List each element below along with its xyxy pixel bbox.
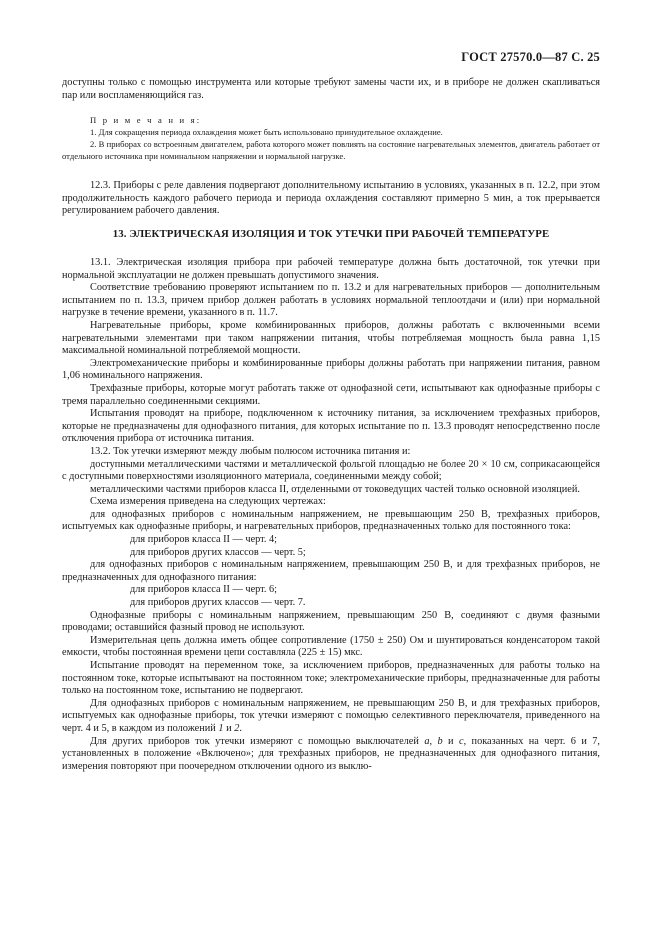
paragraph: для однофазных приборов с номинальным напряжением, превышающим 250 В, и для трехфазных приборов, не предназначенных для однофазного питания: <box>62 559 600 583</box>
switch-b-label: b <box>437 735 443 747</box>
notes-block <box>62 114 600 162</box>
paragraph: Соответствие требованию проверяют испытанием по п. 13.2 и для нагревательных приборов — дополнительным испытанием по п. 13.3, причем прибор должен работать в условиях нормальной теплоотдачи и (или) при нормальной нагрузке в течение времени, указанного в п. 11.7. <box>62 282 600 319</box>
paragraph: 13.1. Электрическая изоляция прибора при рабочей температуре должна быть достаточной, ток утечки при нормальной эксплуатации не должен превышать допустимого значения. <box>62 257 600 281</box>
paragraph: для однофазных приборов с номинальным напряжением, не превышающим 250 В, трехфазных приборов, испытуемых как однофазные приборы, и нагревательных приборов, предназначенных только для постоянного тока: <box>62 508 600 533</box>
intro-block <box>62 77 600 102</box>
page-header: ГОСТ 27570.0—87 С. 25 <box>461 50 600 64</box>
position-1-label: 1 <box>218 722 224 734</box>
paragraph: Нагревательные приборы, кроме комбинированных приборов, должны работать с включенными всеми нагревательными элементами при таком напряжении питания, чтобы потребляемая мощность была равна 1,15 максимальной номинальной потребляемой мощности. <box>62 319 600 357</box>
note-item: 1. Для сокращения периода охлаждения может быть использовано принудительное охлаждение. <box>90 127 443 137</box>
text-span: . <box>239 722 242 734</box>
paragraph: Испытание проводят на переменном токе, за исключением приборов, предназначенных для работы только на постоянном токе, которые испытывают на постоянном токе; электромеханические приборы, предназначенные для работы только на постоянном токе, испытанию не подвергают. <box>62 660 600 697</box>
note-item: 2. В приборах со встроенным двигателем, работа которого может повлиять на состояние нагревательных элементов, двигатель работает от отдельного источника при номинальном напряжении и нормальной нагрузке. <box>62 139 600 161</box>
paragraph: Измерительная цепь должна иметь общее сопротивление (1750 ± 250) Ом и шунтироваться конденсатором такой емкости, чтобы постоянная времени цепи составляла (225 ± 15) мкс. <box>62 634 600 659</box>
text-span: Для однофазных приборов с номинальным напряжением, не превышающим 250 В, и для трехфазных приборов, испытуемых как однофазные приборы, ток утечки измеряют с помощью селективного переключателя, приведенного на черт. 4 и 5, в каждом из положений <box>62 697 600 734</box>
clause-12-3 <box>62 180 600 218</box>
paragraph: доступными металлическими частями и металлической фольгой площадью не более 20 × 10 см, соприкасающейся с доступными поверхностями изоляционного материала, соединенными между собой; <box>62 458 600 483</box>
list-item: для приборов других классов — черт. 5; <box>130 546 306 558</box>
list-item: для приборов других классов — черт. 7. <box>130 597 306 609</box>
paragraph: Электромеханические приборы и комбинированные приборы должны работать при напряжении питания, равном 1,06 номинального напряжения. <box>62 357 600 382</box>
section-13-body <box>62 257 600 773</box>
section-13-heading-block <box>62 228 600 240</box>
text-span: , показанных на черт. 6 и 7, установленных в положение «Включено»; для трехфазных приборов, не предназначенных для однофазного питания, измерения повторяют при поочередном отключении одного из выклю- <box>62 735 600 772</box>
text-span: , <box>429 735 438 747</box>
section-heading: 13. ЭЛЕКТРИЧЕСКАЯ ИЗОЛЯЦИЯ И ТОК УТЕЧКИ ПРИ РАБОЧЕЙ ТЕМПЕРАТУРЕ <box>112 228 550 240</box>
paragraph: Трехфазные приборы, которые могут работать также от однофазной сети, испытывают как однофазные приборы с тремя параллельно соединенными секциями. <box>62 382 600 407</box>
notes-title: П р и м е ч а н и я: <box>90 115 202 125</box>
paragraph: Испытания проводят на приборе, подключенном к источнику питания, за исключением трехфазных приборов, которые не предназначены для однофазного питания, для которых испытание по п. 13.3 проводят непосредственно после отключения прибора от источника питания. <box>62 408 600 445</box>
paragraph-12-3: 12.3. Приборы с реле давления подвергают дополнительному испытанию в условиях, указанных в п. 12.2, при этом продолжительность каждого рабочего периода и периода охлаждения составляют примерно 5 мин, а ток прерывается регулированием рабочего давления. <box>62 180 600 217</box>
position-2-label: 2 <box>234 722 240 734</box>
paragraph: металлическими частями приборов класса II, отделенными от токоведущих частей только основной изоляцией. <box>90 483 580 495</box>
list-item: для приборов класса II — черт. 4; <box>130 534 278 546</box>
text-span: и <box>442 735 459 747</box>
paragraph-other-devices <box>62 736 600 774</box>
list-item: для приборов класса II — черт. 6; <box>130 584 278 596</box>
paragraph: Схема измерения приведена на следующих чертежах: <box>90 496 326 508</box>
text-span: Для других приборов ток утечки измеряют с помощью выключателей <box>90 735 425 747</box>
paragraph: Однофазные приборы с номинальным напряжением, превышающим 250 В, соединяют с двумя фазными проводами; оставшийся фазный провод не используют. <box>62 609 600 634</box>
text-span: и <box>223 722 235 734</box>
paragraph-13-2: 13.2. Ток утечки измеряют между любым полюсом источника питания и: <box>90 445 411 457</box>
switch-a-label: a <box>424 735 430 747</box>
paragraph-single-phase <box>62 698 600 736</box>
intro-paragraph: доступны только с помощью инструмента или которые требуют замены части их, и в приборе не должен скапливаться пар или воспламеняющийся газ. <box>62 77 600 101</box>
switch-c-label: c <box>458 735 464 747</box>
